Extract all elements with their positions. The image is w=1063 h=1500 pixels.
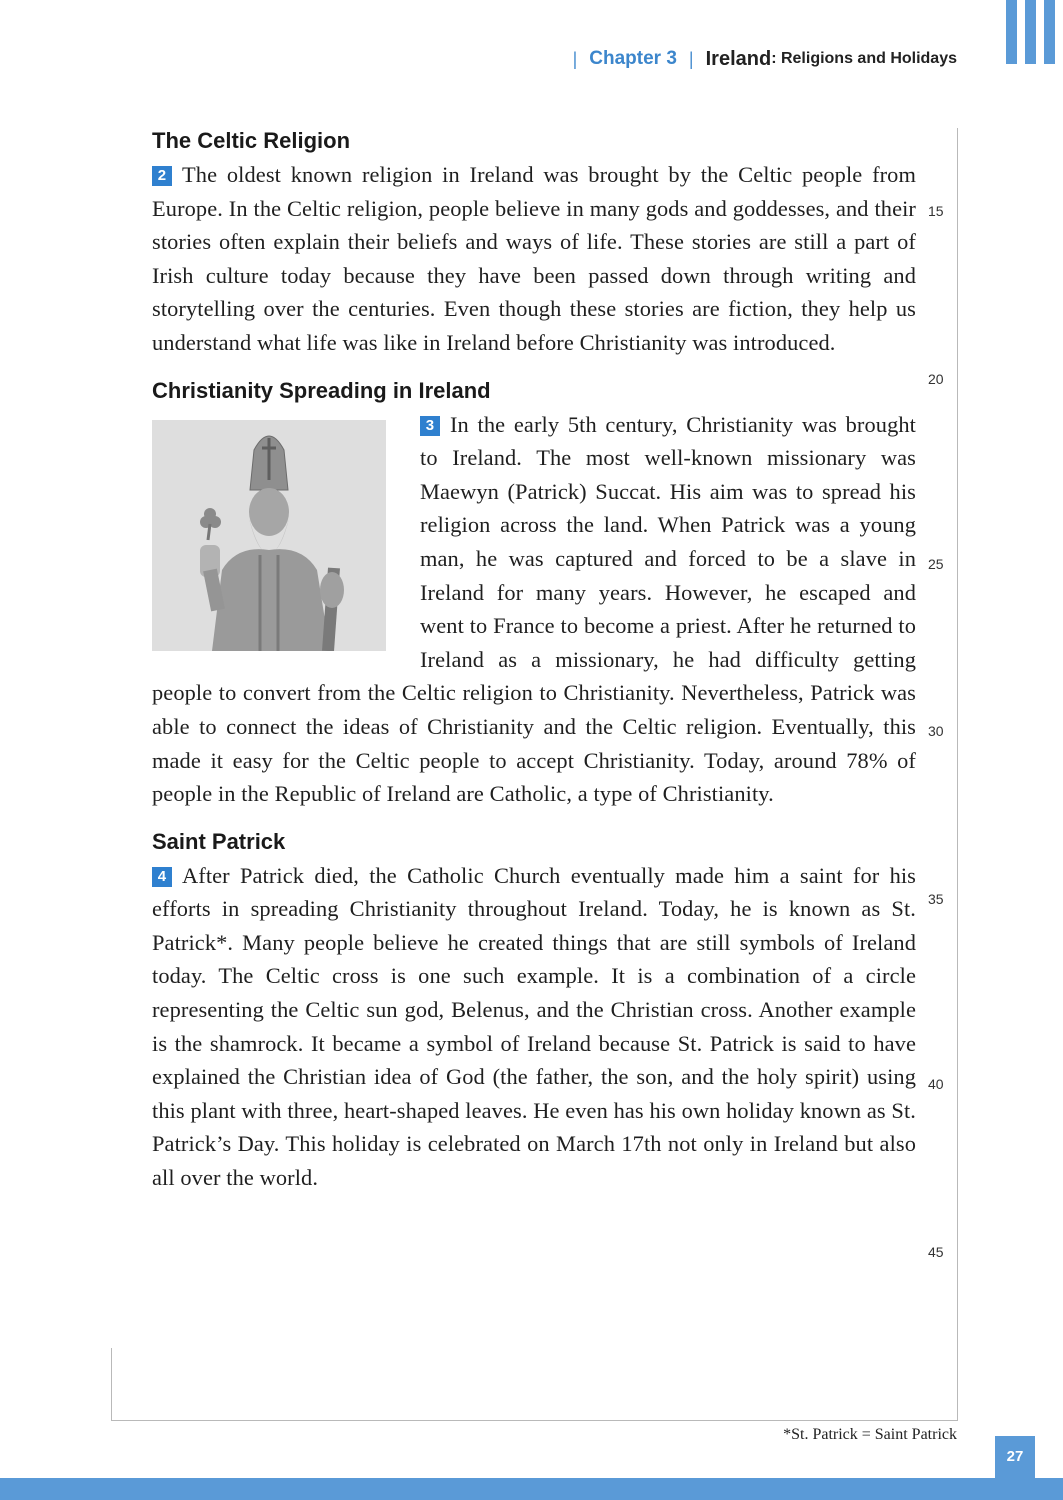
line-number: 25 — [928, 556, 944, 572]
stripe — [1025, 0, 1036, 64]
line-number: 35 — [928, 891, 944, 907]
section-title-christianity-spreading: Christianity Spreading in Ireland — [152, 377, 491, 403]
running-header: | Chapter 3 | Ireland : Religions and Holidays — [572, 47, 957, 70]
section-title-celtic-religion: The Celtic Religion — [152, 128, 351, 153]
saint-patrick-statue-photo — [152, 420, 386, 651]
line-number: 30 — [928, 723, 944, 739]
bottom-bar — [0, 1478, 1063, 1500]
line-number: 20 — [928, 371, 944, 387]
line-number: 40 — [928, 1076, 944, 1092]
line-number: 45 — [928, 1244, 944, 1260]
paragraph-2: 2 The oldest known religion in Ireland was brought by the Celtic people from Europe. In the Celtic religion, people believe in many gods and goddesses, and their stories often explain their beliefs and ways of life. These stories are still a part of Irish culture today because they have been passed down through writing and storytelling over the centuries. Even though these stories are fiction, they help us understand what life was like in Ireland before Christianity was introduced. — [152, 162, 916, 355]
frame-line — [111, 1420, 957, 1421]
header-country: Ireland — [705, 47, 772, 70]
paragraph-number: 2 — [152, 166, 172, 186]
footnote: *St. Patrick = Saint Patrick — [783, 1426, 957, 1443]
stripe — [1006, 0, 1017, 64]
paragraph-number: 3 — [420, 416, 440, 436]
page-number: 27 — [995, 1436, 1035, 1478]
line-number: 15 — [928, 203, 944, 219]
stripe — [1044, 0, 1055, 64]
frame-line — [957, 128, 958, 1421]
section-title-saint-patrick: Saint Patrick — [152, 828, 286, 854]
paragraph-3: 3 In the early 5th century, Christianity was brought to Ireland. The most well-known missionary was Maewyn (Patrick) Succat. His aim was to spread his religion across the land. When Patrick was a young man, he was captured and forced to be a slave in Ireland for many years. However, he escaped and went to France to become a priest. After he returned to Ireland as a missionary, he had difficulty getting people to convert from the Celtic religion to Christianity. Nevertheless, Patrick was able to connect the ideas of Christianity and the Celtic religion. Eventually, this made it easy for the Celtic people to accept Christianity. Today, around 78% of people in the Republic of Ireland are Catholic, a type of Christianity. — [152, 411, 916, 807]
chapter-label: Chapter 3 — [589, 48, 677, 69]
header-stripes — [1006, 0, 1055, 64]
paragraph-number: 4 — [152, 867, 172, 887]
article-body — [152, 124, 916, 1195]
header-subtitle: Religions and Holidays — [780, 50, 957, 67]
paragraph-4: 4 After Patrick died, the Catholic Church eventually made him a saint for his efforts in spreading Christianity throughout Ireland. Today, he is known as St. Patrick*. Many people believe he created things that are still symbols of Ireland today. The Celtic cross is one such example. It is a combination of a circle representing the Celtic sun god, Belenus, and the Christian cross. Another example is the shamrock. It became a symbol of Ireland because St. Patrick is said to have explained the Christian idea of God (the father, the son, and the holy spirit) using this plant with three, heart-shaped leaves. He even has his own holiday known as St. Patrick’s Day. This holiday is celebrated on March 17th not only in Ireland but also all over the world. — [152, 862, 916, 1191]
frame-line — [111, 1348, 112, 1420]
